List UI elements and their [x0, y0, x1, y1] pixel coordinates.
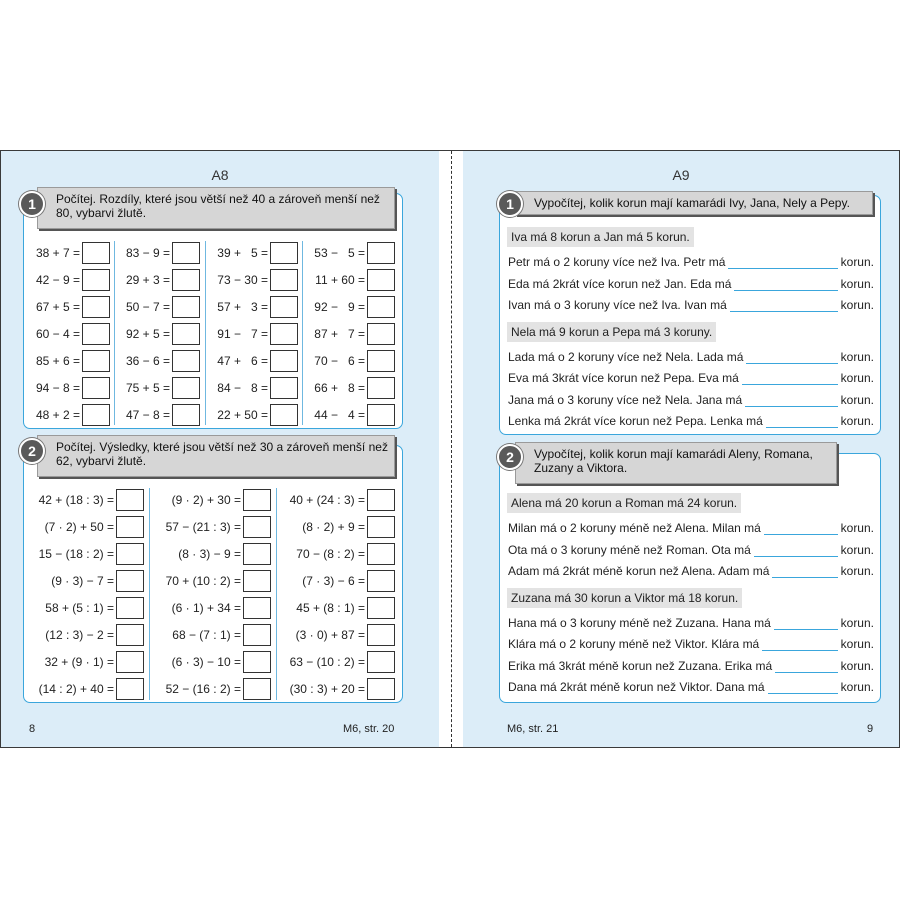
exercise	[126, 404, 200, 426]
exercise-text: 60 − 4 =	[35, 327, 80, 341]
answer-box[interactable]	[82, 404, 110, 426]
answer-box[interactable]	[367, 651, 395, 673]
question-text: Jana má o 3 koruny více než Nela. Jana má	[508, 392, 743, 407]
exercise-text: 47 + 6 =	[217, 354, 268, 368]
answer-box[interactable]	[82, 296, 110, 318]
question-line	[508, 539, 874, 557]
answer-box[interactable]	[116, 543, 144, 565]
answer-box[interactable]	[116, 651, 144, 673]
exercise	[166, 570, 271, 592]
answer-blank[interactable]	[746, 352, 837, 364]
exercise-text: 91 − 7 =	[217, 327, 268, 341]
workbook-spread	[0, 150, 900, 748]
answer-blank[interactable]	[730, 300, 838, 312]
answer-box[interactable]	[367, 296, 395, 318]
exercise	[314, 323, 395, 345]
exercise-text: 50 − 7 =	[125, 300, 170, 314]
fold-line	[451, 151, 452, 747]
question-text: Dana má 2krát méně korun než Viktor. Dana má	[508, 680, 765, 694]
exercise	[217, 377, 298, 399]
question-text: Erika má 3krát méně korun než Zuzana. Erika má	[508, 658, 773, 673]
exercise	[217, 269, 298, 291]
exercise	[290, 651, 395, 673]
exercise	[126, 350, 200, 372]
answer-box[interactable]	[367, 489, 395, 511]
unit-label: korun.	[840, 521, 874, 535]
unit-label: korun.	[840, 564, 874, 578]
exercise	[302, 570, 395, 592]
exercise	[217, 350, 298, 372]
question-line	[508, 633, 874, 651]
question-line	[508, 612, 874, 630]
exercise	[296, 543, 395, 565]
task-number-badge: 2	[19, 438, 45, 464]
answer-box[interactable]	[116, 597, 144, 619]
answer-box[interactable]	[367, 377, 395, 399]
exercise	[302, 516, 395, 538]
exercise-text: 42 − 9 =	[35, 273, 80, 287]
answer-blank[interactable]	[734, 279, 837, 291]
book-reference: M6, str. 20	[343, 723, 395, 735]
page-title: A9	[672, 167, 690, 183]
exercise-text: 70 − (8 : 2) =	[296, 547, 365, 561]
answer-box[interactable]	[82, 377, 110, 399]
exercise-text: 11 + 60 =	[315, 273, 365, 287]
column-divider	[205, 241, 206, 425]
question-text: Adam má 2krát méně korun než Alena. Adam má	[508, 564, 770, 578]
answer-box[interactable]	[116, 678, 144, 700]
exercise-text: 39 + 5 =	[217, 246, 268, 260]
book-reference: M6, str. 21	[507, 723, 559, 735]
exercise-text: 75 + 5 =	[125, 381, 170, 395]
exercise	[314, 350, 395, 372]
unit-label: korun.	[840, 255, 874, 269]
exercise	[315, 269, 395, 291]
task-instruction: Počítej. Výsledky, které jsou větší než 30 a zároveň menší než 62, vybarvi žlutě.	[37, 435, 395, 477]
exercise-text: (8 · 2) + 9 =	[302, 520, 365, 534]
unit-label: korun.	[840, 414, 874, 428]
answer-box[interactable]	[367, 242, 395, 264]
answer-box[interactable]	[367, 516, 395, 538]
exercise	[314, 377, 395, 399]
answer-box[interactable]	[367, 269, 395, 291]
exercise	[36, 296, 110, 318]
unit-label: korun.	[840, 371, 874, 385]
question-text: Eva má 3krát více korun než Pepa. Eva má	[508, 371, 739, 385]
answer-box[interactable]	[243, 516, 271, 538]
exercise	[314, 404, 395, 426]
exercise	[45, 516, 144, 538]
unit-label: korun.	[840, 637, 874, 651]
exercise-text: (6 · 1) + 34 =	[171, 601, 241, 615]
exercise-text: (3 · 0) + 87 =	[295, 628, 365, 642]
answer-box[interactable]	[270, 377, 298, 399]
exercise-text: 66 + 8 =	[314, 381, 365, 395]
exercise-text: 52 − (16 : 2) =	[165, 682, 241, 696]
unit-label: korun.	[840, 615, 874, 630]
answer-blank[interactable]	[745, 395, 838, 407]
page-number: 8	[29, 723, 36, 735]
exercise-text: 58 + (5 : 1) =	[45, 601, 114, 615]
task-instruction: Vypočítej, kolik korun mají kamarádi Aleny, Romana, Zuzany a Viktora.	[515, 442, 837, 484]
binding-gutter	[439, 151, 463, 747]
exercise-text: 84 − 8 =	[217, 381, 268, 395]
unit-label: korun.	[840, 542, 874, 557]
question-text: Eda má 2krát více korun než Jan. Eda má	[508, 276, 732, 291]
exercise-text: (6 · 3) − 10 =	[171, 655, 241, 669]
exercise	[296, 624, 395, 646]
answer-box[interactable]	[243, 624, 271, 646]
answer-box[interactable]	[367, 624, 395, 646]
exercise-text: (7 · 2) + 50 =	[44, 520, 114, 534]
exercise-text: 36 − 6 =	[125, 354, 170, 368]
answer-box[interactable]	[116, 624, 144, 646]
page-number: 9	[867, 723, 874, 735]
problem-statement: Nela má 9 korun a Pepa má 3 koruny.	[507, 322, 716, 342]
exercise	[126, 323, 200, 345]
question-line	[508, 560, 874, 578]
answer-blank[interactable]	[766, 416, 838, 428]
answer-blank[interactable]	[742, 373, 838, 385]
answer-box[interactable]	[367, 543, 395, 565]
exercise-text: 73 − 30 =	[217, 273, 268, 287]
exercise	[36, 323, 110, 345]
exercise	[290, 489, 395, 511]
exercise	[36, 242, 110, 264]
exercise	[217, 296, 298, 318]
exercise	[36, 350, 110, 372]
exercise-text: 67 + 5 =	[35, 300, 80, 314]
exercise	[36, 404, 110, 426]
exercise-text: (9 · 2) + 30 =	[171, 493, 241, 507]
question-text: Lada má o 2 koruny více než Nela. Lada má	[508, 349, 744, 364]
exercise	[178, 543, 271, 565]
answer-box[interactable]	[367, 570, 395, 592]
answer-blank[interactable]	[764, 523, 838, 535]
question-text: Lenka má 2krát více korun než Pepa. Lenka má	[508, 414, 763, 428]
answer-box[interactable]	[116, 516, 144, 538]
fold-mark	[439, 747, 463, 748]
question-line	[508, 410, 874, 428]
exercise-text: 47 − 8 =	[125, 408, 170, 422]
exercise	[36, 269, 110, 291]
exercise-text: (9 · 3) − 7 =	[51, 574, 114, 588]
exercise	[166, 516, 271, 538]
problem-statement: Zuzana má 30 korun a Viktor má 18 korun.	[507, 588, 742, 608]
answer-box[interactable]	[270, 269, 298, 291]
unit-label: korun.	[840, 658, 874, 673]
answer-box[interactable]	[270, 296, 298, 318]
question-line	[508, 251, 874, 269]
exercise	[36, 377, 110, 399]
exercise-text: 42 + (18 : 3) =	[38, 493, 114, 507]
exercise-text: 57 + 3 =	[217, 300, 268, 314]
answer-box[interactable]	[367, 678, 395, 700]
exercise	[314, 296, 395, 318]
question-text: Hana má o 3 koruny méně než Zuzana. Hana má	[508, 615, 771, 630]
answer-box[interactable]	[243, 489, 271, 511]
question-line	[508, 517, 874, 535]
answer-box[interactable]	[172, 242, 200, 264]
exercise	[166, 678, 271, 700]
answer-box[interactable]	[116, 489, 144, 511]
exercise-text: 85 + 6 =	[35, 354, 80, 368]
exercise-text: 38 + 7 =	[35, 246, 80, 260]
exercise	[39, 543, 144, 565]
task-number-badge: 2	[497, 444, 523, 470]
question-line	[508, 367, 874, 385]
exercise-text: (8 · 3) − 9 =	[178, 547, 241, 561]
answer-box[interactable]	[243, 543, 271, 565]
exercise	[126, 377, 200, 399]
exercise-text: (7 · 3) − 6 =	[302, 574, 365, 588]
answer-box[interactable]	[367, 323, 395, 345]
answer-box[interactable]	[172, 296, 200, 318]
exercise-text: 22 + 50 =	[217, 408, 268, 422]
task-number-badge: 1	[497, 191, 523, 217]
exercise	[39, 678, 144, 700]
column-divider	[276, 488, 277, 700]
answer-box[interactable]	[270, 350, 298, 372]
answer-box[interactable]	[270, 404, 298, 426]
answer-box[interactable]	[243, 678, 271, 700]
exercise	[45, 597, 144, 619]
answer-blank[interactable]	[762, 639, 837, 651]
exercise	[217, 242, 298, 264]
exercise	[126, 269, 200, 291]
column-divider	[114, 241, 115, 425]
exercise-text: (12 : 3) − 2 =	[45, 628, 114, 642]
unit-label: korun.	[840, 298, 874, 312]
question-text: Ivan má o 3 koruny více než Iva. Ivan má	[508, 298, 727, 312]
column-divider	[302, 241, 303, 425]
task-number-badge: 1	[19, 191, 45, 217]
exercise-text: 53 − 5 =	[314, 246, 365, 260]
answer-box[interactable]	[172, 377, 200, 399]
exercise-text: 15 − (18 : 2) =	[38, 547, 114, 561]
unit-label: korun.	[840, 349, 874, 364]
exercise	[126, 242, 200, 264]
exercise	[51, 570, 144, 592]
exercise-text: 40 + (24 : 3) =	[289, 493, 365, 507]
exercise-text: (14 : 2) + 40 =	[38, 682, 114, 696]
answer-blank[interactable]	[774, 618, 838, 630]
exercise	[172, 489, 271, 511]
answer-box[interactable]	[172, 269, 200, 291]
answer-blank[interactable]	[775, 661, 838, 673]
answer-box[interactable]	[367, 404, 395, 426]
exercise	[217, 404, 298, 426]
exercise	[290, 678, 395, 700]
exercise-text: 44 − 4 =	[314, 408, 365, 422]
question-text: Milan má o 2 koruny méně než Alena. Milan má	[508, 521, 761, 535]
exercise-text: 63 − (10 : 2) =	[289, 655, 365, 669]
answer-box[interactable]	[82, 323, 110, 345]
page-a8	[1, 151, 439, 747]
exercise-text: 92 − 9 =	[314, 300, 365, 314]
answer-box[interactable]	[172, 404, 200, 426]
answer-blank[interactable]	[728, 257, 837, 269]
exercise	[45, 651, 144, 673]
answer-box[interactable]	[270, 323, 298, 345]
answer-box[interactable]	[243, 597, 271, 619]
page-a9	[463, 151, 899, 747]
exercise-text: 70 − 6 =	[314, 354, 365, 368]
task-instruction: Počítej. Rozdíly, které jsou větší než 40 a zároveň menší než 80, vybarvi žlutě.	[37, 187, 395, 229]
answer-blank[interactable]	[768, 682, 838, 694]
answer-box[interactable]	[172, 323, 200, 345]
exercise-text: 68 − (7 : 1) =	[172, 628, 241, 642]
problem-statement: Iva má 8 korun a Jan má 5 korun.	[507, 227, 694, 247]
exercise-text: 83 − 9 =	[125, 246, 170, 260]
exercise	[172, 651, 271, 673]
question-text: Petr má o 2 koruny více než Iva. Petr má	[508, 255, 726, 269]
exercise-text: 70 + (10 : 2) =	[165, 574, 241, 588]
answer-box[interactable]	[243, 570, 271, 592]
task-instruction: Vypočítej, kolik korun mají kamarádi Ivy, Jana, Nely a Pepy.	[515, 191, 873, 215]
answer-blank[interactable]	[772, 566, 837, 578]
exercise	[126, 296, 200, 318]
exercise-text: 45 + (8 : 1) =	[296, 601, 365, 615]
question-text: Klára má o 2 koruny méně než Viktor. Klára má	[508, 637, 760, 651]
question-line	[508, 655, 874, 673]
question-line	[508, 389, 874, 407]
exercise	[172, 624, 271, 646]
problem-statement: Alena má 20 korun a Roman má 24 korun.	[507, 493, 741, 513]
column-divider	[149, 488, 150, 700]
question-line	[508, 676, 874, 694]
exercise	[45, 624, 144, 646]
unit-label: korun.	[840, 276, 874, 291]
exercise	[296, 597, 395, 619]
answer-blank[interactable]	[754, 545, 838, 557]
exercise-text: 29 + 3 =	[125, 273, 170, 287]
exercise-text: 94 − 8 =	[35, 381, 80, 395]
exercise-text: 87 + 7 =	[314, 327, 365, 341]
unit-label: korun.	[840, 392, 874, 407]
exercise	[39, 489, 144, 511]
exercise-text: 92 + 5 =	[125, 327, 170, 341]
unit-label: korun.	[840, 680, 874, 694]
question-line	[508, 273, 874, 291]
exercise	[314, 242, 395, 264]
answer-box[interactable]	[243, 651, 271, 673]
answer-box[interactable]	[270, 242, 298, 264]
answer-box[interactable]	[82, 269, 110, 291]
exercise-text: 48 + 2 =	[35, 408, 80, 422]
exercise	[172, 597, 271, 619]
exercise-text: (30 : 3) + 20 =	[289, 682, 365, 696]
answer-box[interactable]	[367, 350, 395, 372]
exercise-text: 57 − (21 : 3) =	[165, 520, 241, 534]
answer-box[interactable]	[367, 597, 395, 619]
answer-box[interactable]	[82, 242, 110, 264]
question-line	[508, 346, 874, 364]
answer-box[interactable]	[116, 570, 144, 592]
exercise	[217, 323, 298, 345]
page-title: A8	[211, 167, 229, 183]
exercise-text: 32 + (9 · 1) =	[44, 655, 114, 669]
question-line	[508, 294, 874, 312]
answer-box[interactable]	[82, 350, 110, 372]
question-text: Ota má o 3 koruny méně než Roman. Ota má	[508, 542, 751, 557]
answer-box[interactable]	[172, 350, 200, 372]
